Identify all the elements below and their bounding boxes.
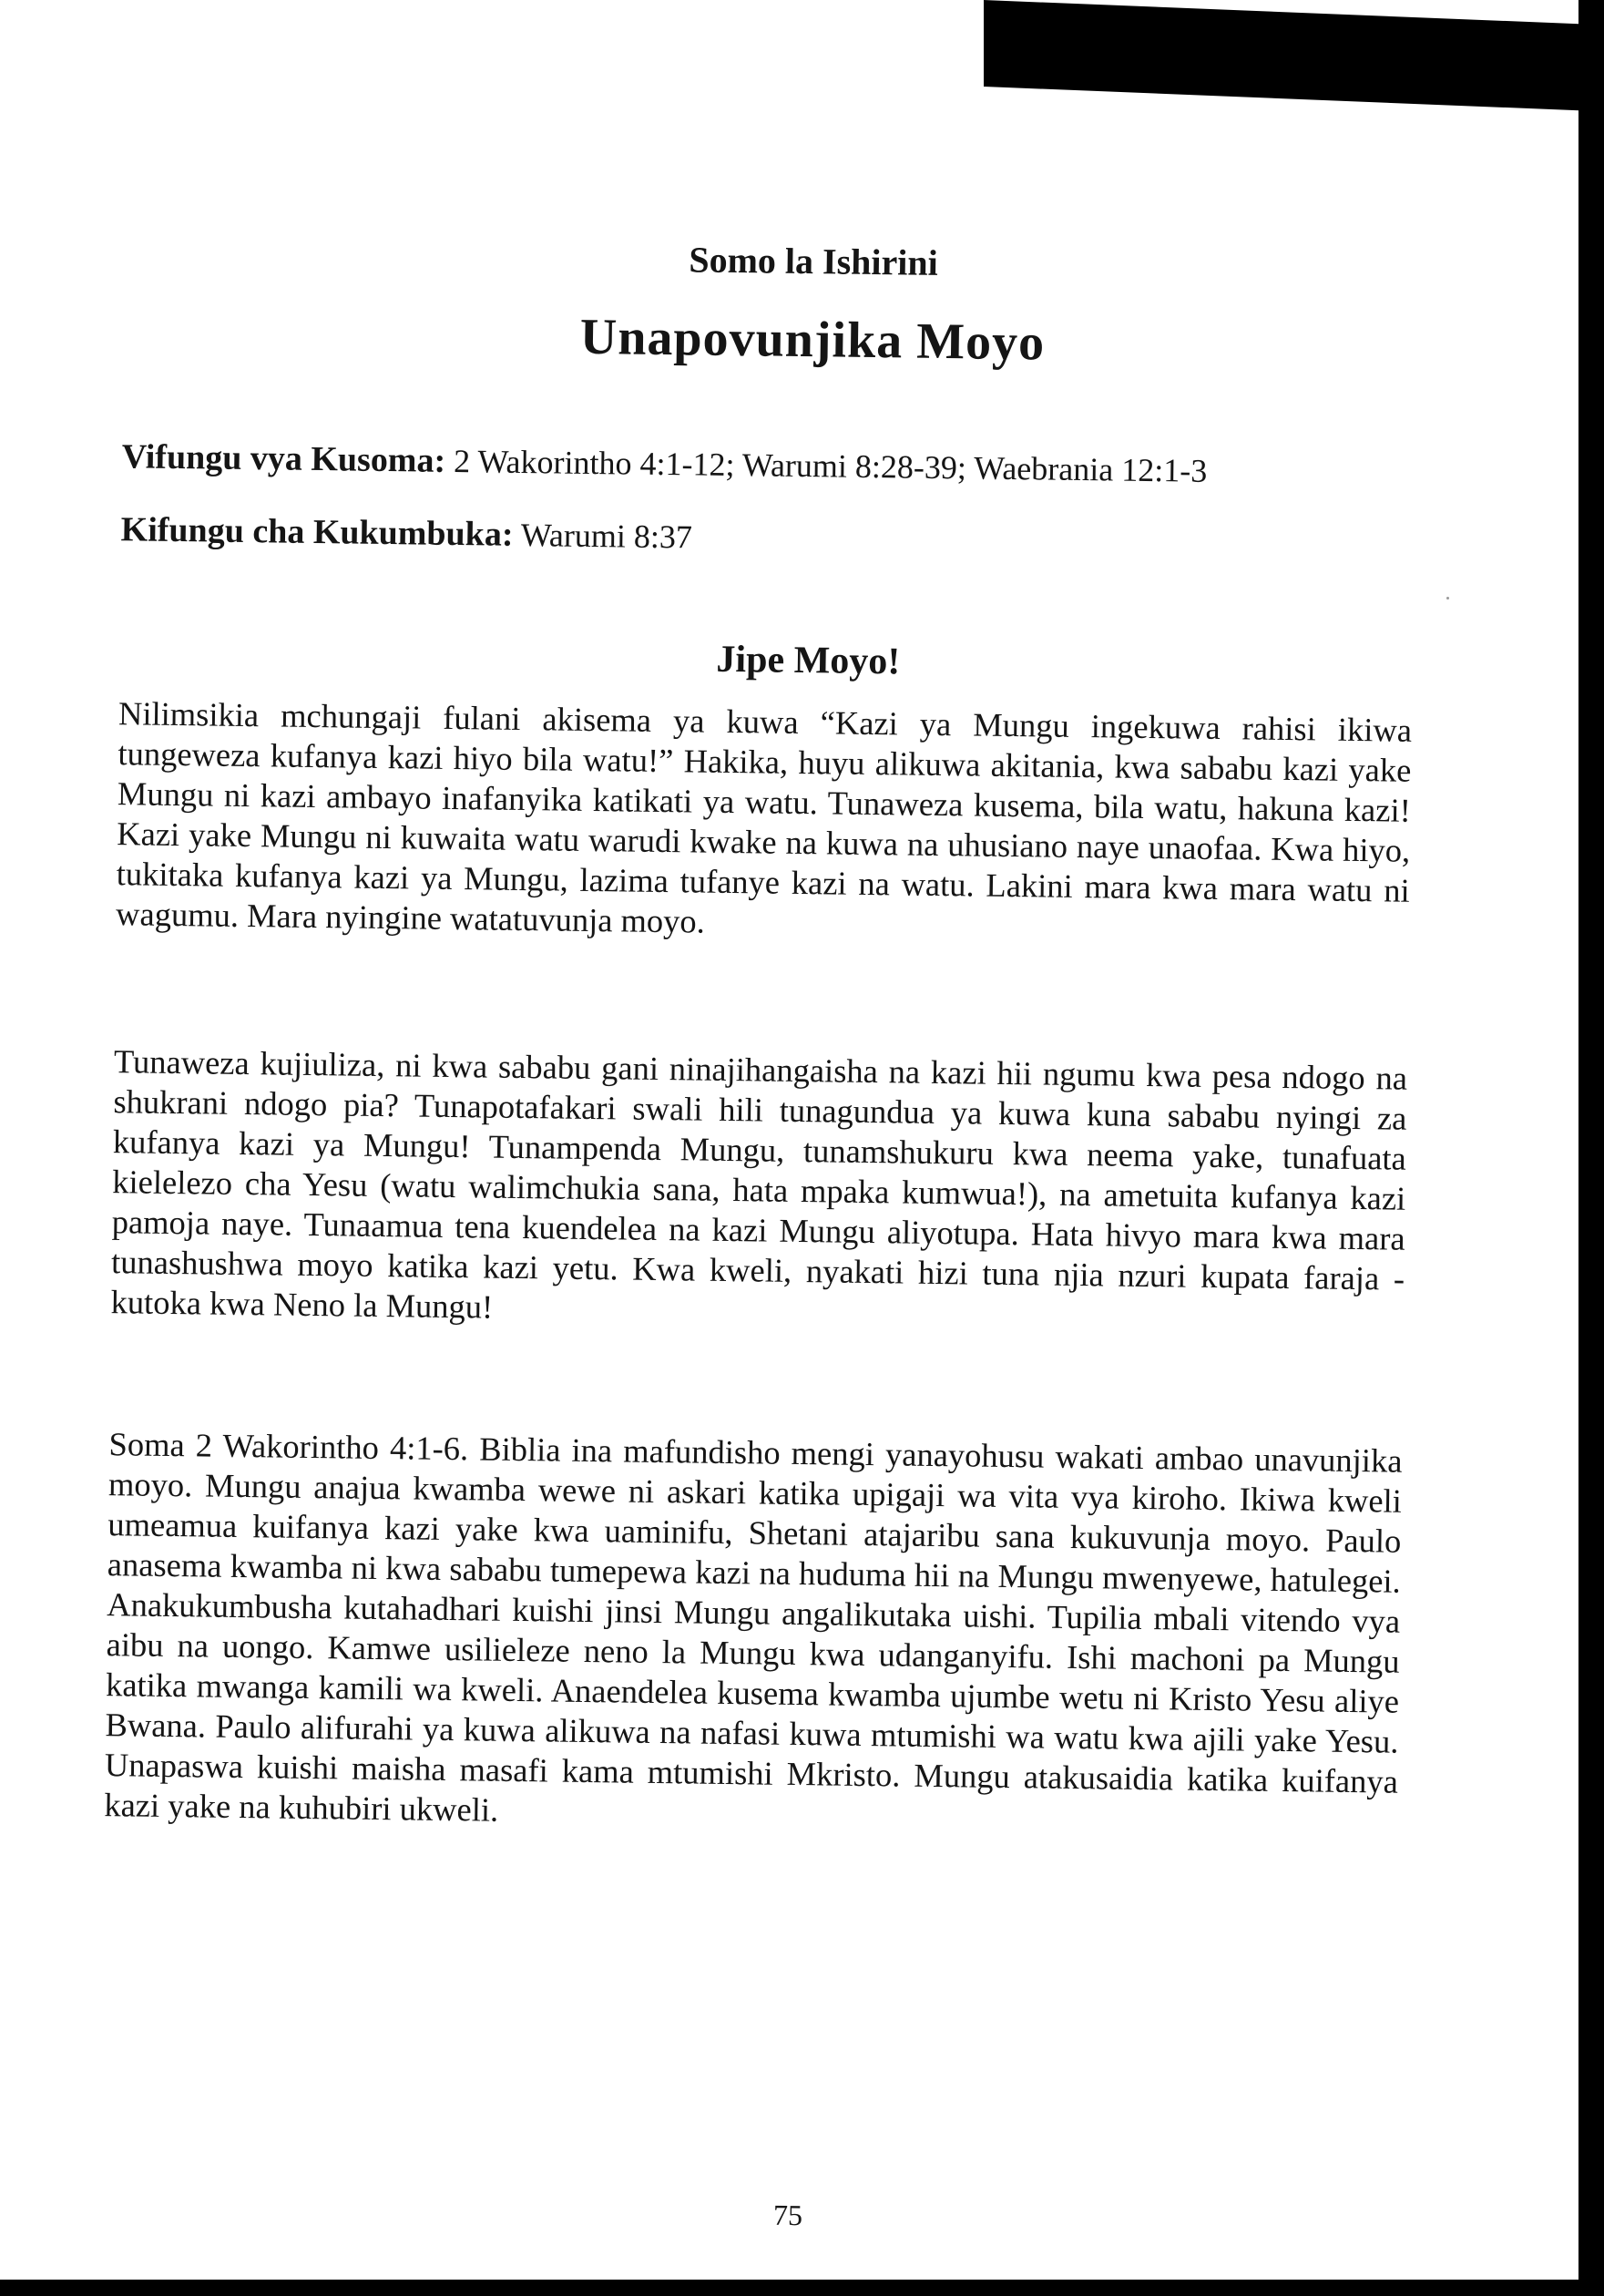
scripture-references: [120, 420, 1208, 580]
paragraph-2: Tunaweza kujiuliza, ni kwa sababu gani ninajihangaisha na kazi hii ngumu kwa pesa ndogo na shukrani ndogo pia? Tunapotafakari swali hili tunagundua ya kuwa kuna sababu nyingi za kufanya kazi ya Mungu! Tunampenda Mungu, tunamshukuru kwa neema yake, tunafuata kielelezo cha Yesu (watu walimchukia sana, hata mpaka kumwua!), na ametuita kufanya kazi pamoja naye. Tunaamua tena kuendelea na kazi Mungu aliyotupa. Hata hivyo mara kwa mara tunashushwa moyo katika kazi yetu. Kwa kweli, nyakati hizi tuna njia nzuri kupata faraja - kutoka kwa Neno la Mungu!: [110, 1042, 1408, 1326]
lesson-title: Unapovunjika Moyo: [579, 308, 1046, 372]
paragraph-3: Soma 2 Wakorintho 4:1-6. Biblia ina mafundisho mengi yanayohusu wakati ambao unavunjika moyo. Mungu anajua kwamba wewe ni askari katika upigaji wa vita vya kiroho. Ikiwa kweli umeamua kuifanya kazi yake kwa uaminifu, Shetani atajaribu sana kukuvunja moyo. Paulo anasema kwamba ni kwa sababu tumepewa kazi na huduma hii na Mungu mwenyewe, hatulegei. Anakukumbusha kutahadhari kuishi jinsi Mungu angalikutaka uishi. Tupilia mbali vitendo vya aibu na uongo. Kamwe usilieleze neno la Mungu kwa udanganyifu. Ishi machoni pa Mungu katika mwanga kamili wa kweli. Anaendelea kusema kwamba ujumbe wetu ni Kristo Yesu aliye Bwana. Paulo alifurahi ya kuwa alikuwa na nafasi kuwa mtumishi wa watu kwa ajili yake Yesu. Unapaswa kuishi maisha masafi kama mtumishi Mkristo. Mungu atakusaidia katika kuifanya kazi yake na kuhubiri ukweli.: [104, 1425, 1403, 1829]
reading-value: 2 Wakorintho 4:1-12; Warumi 8:28-39; Waebrania 12:1-3: [453, 442, 1208, 489]
reading-reference: [121, 420, 1208, 507]
reading-label: Vifungu vya Kusoma:: [121, 437, 446, 480]
paragraph-1: Nilimsikia mchungaji fulani akisema ya kuwa “Kazi ya Mungu ingekuwa rahisi ikiwa tungeweza kufanya kazi hiyo bila watu!” Hakika, huyu alikuwa akitania, kwa sababu kazi yake Mungu ni kazi ambayo inafanyika katikati ya watu. Tunaweza kusema, bila watu, hakuna kazi! Kazi yake Mungu ni kuwaita watu warudi kwake na kuwa na uhusiano naye unaofaa. Kwa hiyo, tukitaka kufanya kazi ya Mungu, lazima tufanye kazi na watu. Lakini mara kwa mara watu ni wagumu. Mara nyingine watatuvunja moyo.: [115, 694, 1413, 940]
page-number: 75: [772, 2198, 803, 2232]
memory-label: Kifungu cha Kukumbuka:: [120, 510, 514, 554]
memory-value: Warumi 8:37: [520, 516, 693, 556]
scan-speck: [1446, 597, 1449, 600]
lesson-number: Somo la Ishirini: [689, 239, 939, 283]
section-heading: Jipe Moyo!: [716, 638, 901, 683]
memory-verse-reference: [120, 493, 1207, 580]
